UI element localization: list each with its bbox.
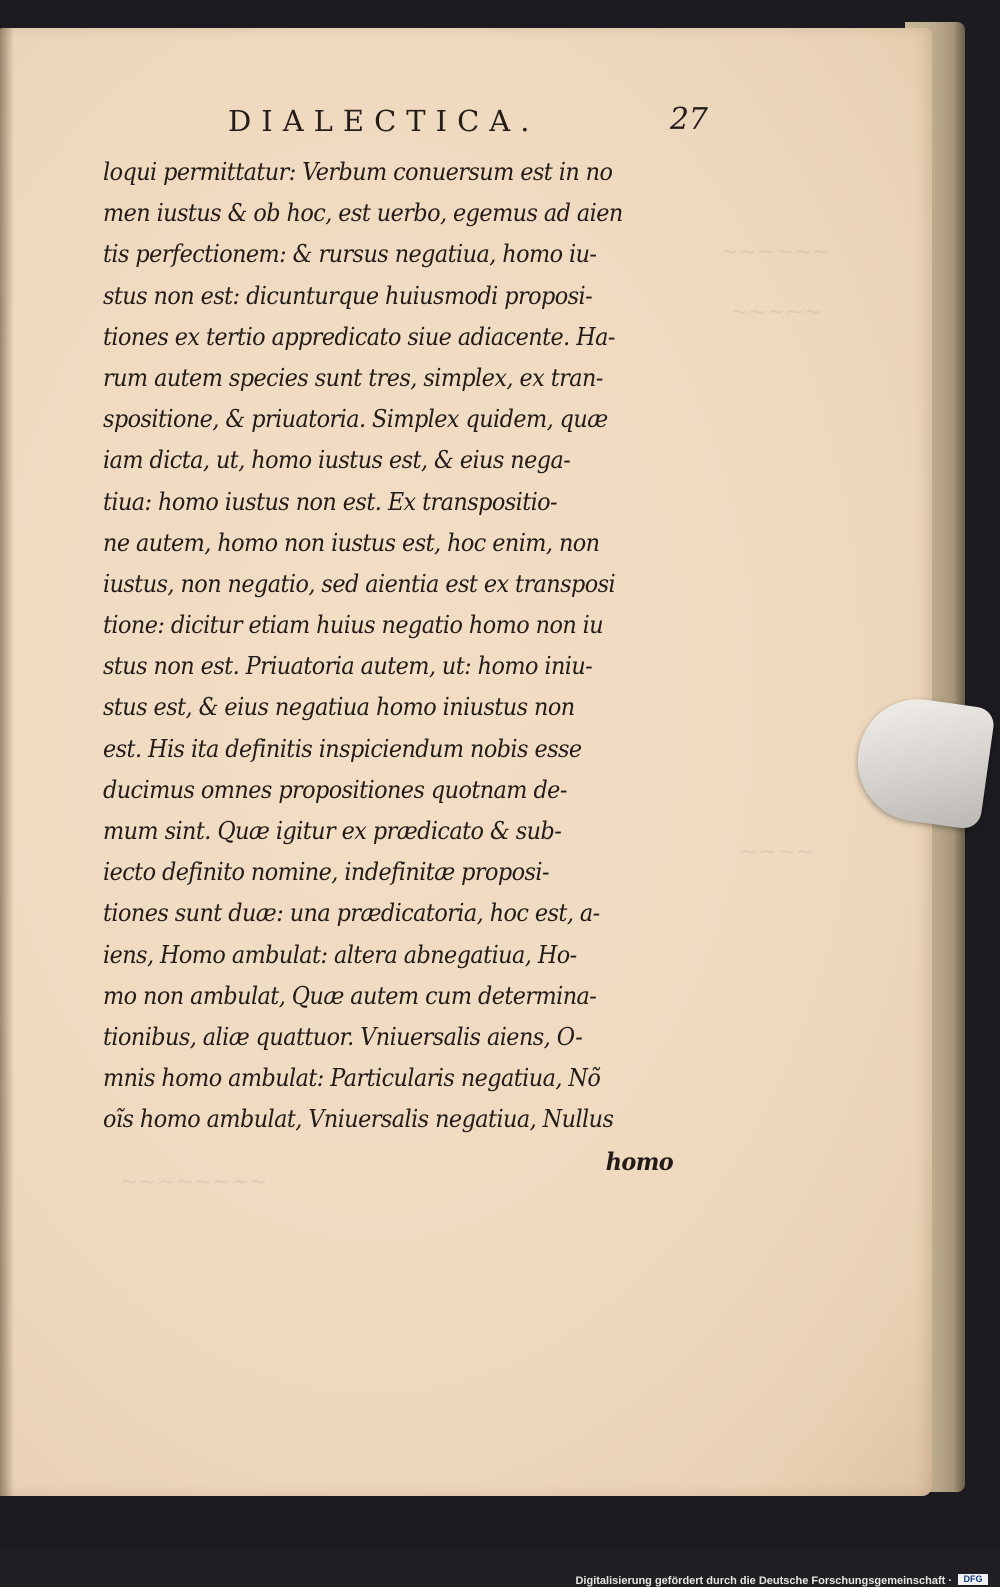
text-line: stus non est. Priuatoria autem, ut: homo iniu- xyxy=(103,652,593,681)
text-line: spositione, & priuatoria. Simplex quidem, quæ xyxy=(103,405,608,434)
text-line: oĩs homo ambulat, Vniuersalis negatiua, Nullus xyxy=(103,1105,614,1134)
text-line: rum autem species sunt tres, simplex, ex tran- xyxy=(103,363,603,392)
text-line: tiones sunt duæ: una prædicatoria, hoc est, a- xyxy=(103,899,600,928)
text-line: stus est, & eius negatiua homo iniustus non xyxy=(103,693,575,722)
text-line: iustus, non negatio, sed aientia est ex transposi xyxy=(103,569,616,598)
running-title: DIALECTICA. xyxy=(228,104,540,138)
text-line: mum sint. Quæ igitur ex prædicato & sub- xyxy=(103,817,562,845)
text-line: men iustus & ob hoc, est uerbo, egemus ad aien xyxy=(103,199,623,228)
page-number: 27 xyxy=(669,102,708,137)
running-head xyxy=(228,104,708,144)
text-line: tiones ex tertio appredicato siue adiacente. Ha- xyxy=(103,322,615,351)
text-line: stus non est: dicunturque huiusmodi proposi- xyxy=(103,281,593,310)
text-line: mnis homo ambulat: Particularis negatiua, Nõ xyxy=(103,1064,601,1093)
text-line: iens, Homo ambulat: altera abnegatiua, Ho- xyxy=(103,940,577,969)
text-line: iam dicta, ut, homo iustus est, & eius nega- xyxy=(103,446,571,475)
dfg-logo-icon: DFG xyxy=(958,1574,988,1585)
catchword: homo xyxy=(605,1146,674,1176)
text-line: ne autem, homo non iustus est, hoc enim, non xyxy=(103,528,600,557)
text-line: tionibus, aliæ quattuor. Vniuersalis aiens, O- xyxy=(103,1022,583,1051)
show-through-text: ~~~~~~~~ xyxy=(120,1170,268,1195)
show-through-text: ~~~~~ xyxy=(730,300,823,325)
text-line: mo non ambulat, Quæ autem cum determina- xyxy=(103,981,597,1010)
text-line: tis perfectionem: & rursus negatiua, homo iu- xyxy=(103,240,597,269)
text-line: iecto definito nomine, indefinitæ proposi- xyxy=(103,858,549,887)
show-through-text: ~~~~~~ xyxy=(720,240,831,265)
text-line: ducimus omnes propositiones quotnam de- xyxy=(103,775,567,804)
text-line: loqui permittatur: Verbum conuersum est in no xyxy=(103,158,613,186)
text-line: tione: dicitur etiam huius negatio homo non iu xyxy=(103,611,604,640)
text-line: est. His ita definitis inspiciendum nobis esse xyxy=(103,734,582,763)
text-line: tiua: homo iustus non est. Ex transpositio- xyxy=(103,487,558,516)
text-block xyxy=(103,152,728,1182)
funding-credit: Digitalisierung gefördert durch die Deutsche Forschungsgemeinschaft · xyxy=(575,1575,952,1587)
binding-shadow xyxy=(0,28,14,1496)
show-through-text: ~~~~ xyxy=(740,840,814,865)
